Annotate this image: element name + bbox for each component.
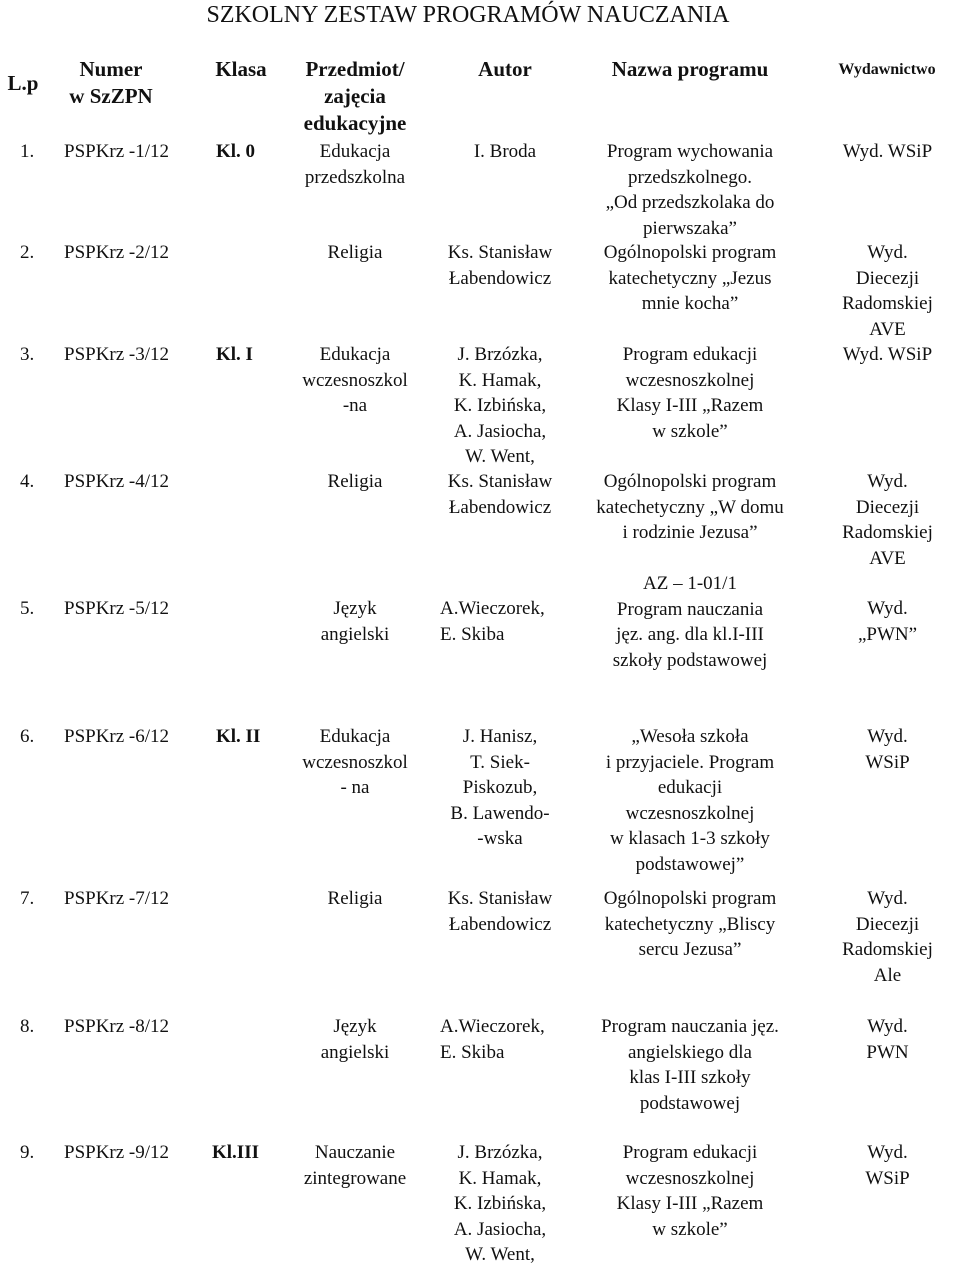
cell-nazwa: „Wesoła szkoła i przyjaciele. Program edukacji wczesnoszkolnej w klasach 1-3 szkoły podstawowej” [605, 726, 775, 875]
cell-lp: 8. [20, 1016, 35, 1037]
cell-wydawnictwo: Wyd. Diecezji Radomskiej AVE [842, 471, 933, 569]
cell-autor: J. Hanisz, T. Siek- Piskozub, B. Lawendo- -wska [450, 726, 550, 849]
cell-wydawnictwo: Wyd. Diecezji Radomskiej Ale [842, 888, 933, 986]
cell-przedmiot: Język angielski [320, 1016, 390, 1063]
cell-numer: PSPKrz -9/12 [64, 1142, 170, 1163]
cell-numer: PSPKrz -4/12 [64, 471, 170, 492]
cell-numer: PSPKrz -1/12 [64, 141, 170, 162]
header-numer: Numer w SzZPN [69, 57, 153, 108]
cell-wydawnictwo: Wyd. WSiP [842, 141, 933, 162]
cell-autor: Ks. Stanisław Łabendowicz [447, 471, 553, 518]
cell-lp: 7. [20, 888, 35, 909]
cell-lp: 6. [20, 726, 35, 747]
cell-wydawnictwo: Wyd. WSiP [865, 726, 910, 773]
cell-przedmiot: Edukacja wczesnoszkol -na [302, 344, 408, 416]
cell-numer: PSPKrz -3/12 [64, 344, 170, 365]
cell-nazwa: Ogólnopolski program katechetyczny „Jezus mnie kocha” [603, 242, 777, 314]
cell-nazwa: Program edukacji wczesnoszkolnej Klasy I-III „Razem w szkole” [616, 344, 764, 442]
header-autor: Autor [478, 57, 532, 81]
cell-autor: I. Broda [473, 141, 537, 162]
cell-numer: PSPKrz -8/12 [64, 1016, 170, 1037]
cell-lp: 1. [20, 141, 35, 162]
cell-wydawnictwo: Wyd. „PWN” [857, 598, 918, 645]
cell-przedmiot: Język angielski [320, 598, 390, 645]
header-lp: L.p [7, 71, 39, 95]
cell-klasa: Kl. 0 [216, 141, 256, 162]
cell-przedmiot: Edukacja przedszkolna [304, 141, 406, 188]
cell-nazwa: Ogólnopolski program katechetyczny „Bliscy sercu Jezusa” [603, 888, 777, 960]
cell-autor: Ks. Stanisław Łabendowicz [447, 888, 553, 935]
header-przedmiot: Przedmiot/ zajęcia edukacyjne [303, 57, 407, 135]
cell-przedmiot: Religia [327, 471, 383, 492]
cell-klasa: Kl. II [216, 726, 261, 747]
cell-autor: J. Brzózka, K. Hamak, K. Izbińska, A. Jasiocha, W. Went, [453, 1142, 547, 1265]
page-title: SZKOLNY ZESTAW PROGRAMÓW NAUCZANIA [206, 2, 730, 28]
cell-numer: PSPKrz -6/12 [64, 726, 170, 747]
cell-numer: PSPKrz -5/12 [64, 598, 170, 619]
cell-nazwa: Program wychowania przedszkolnego. „Od przedszkolaka do pierwszaka” [605, 141, 775, 239]
cell-klasa: Kl.III [212, 1142, 259, 1163]
cell-numer: PSPKrz -2/12 [64, 242, 170, 263]
cell-lp: 2. [20, 242, 35, 263]
cell-wydawnictwo: Wyd. Diecezji Radomskiej AVE [842, 242, 933, 340]
cell-wydawnictwo: Wyd. PWN [866, 1016, 909, 1063]
cell-lp: 4. [20, 471, 35, 492]
cell-autor: A.Wieczorek, E. Skiba [440, 1016, 545, 1063]
cell-przedmiot: Edukacja wczesnoszkol - na [302, 726, 408, 798]
cell-autor: A.Wieczorek, E. Skiba [440, 598, 545, 645]
cell-wydawnictwo: Wyd. WSiP [842, 344, 933, 365]
header-wydawnictwo: Wydawnictwo [838, 61, 936, 78]
cell-przedmiot: Religia [327, 888, 383, 909]
cell-nazwa: Program nauczania jęz. angielskiego dla klas I-III szkoły podstawowej [601, 1016, 779, 1114]
cell-przedmiot: Nauczanie zintegrowane [303, 1142, 407, 1189]
cell-nazwa: Program edukacji wczesnoszkolnej Klasy I-III „Razem w szkole” [616, 1142, 764, 1240]
header-klasa: Klasa [215, 57, 267, 81]
cell-nazwa: AZ – 1-01/1 Program nauczania jęz. ang. dla kl.I-III szkoły podstawowej [612, 573, 768, 671]
cell-przedmiot: Religia [327, 242, 383, 263]
cell-lp: 9. [20, 1142, 35, 1163]
header-nazwa: Nazwa programu [611, 57, 769, 81]
cell-lp: 3. [20, 344, 35, 365]
cell-wydawnictwo: Wyd. WSiP [865, 1142, 910, 1189]
cell-autor: Ks. Stanisław Łabendowicz [447, 242, 553, 289]
cell-klasa: Kl. I [216, 344, 253, 365]
cell-autor: J. Brzózka, K. Hamak, K. Izbińska, A. Jasiocha, W. Went, [453, 344, 547, 467]
cell-lp: 5. [20, 598, 35, 619]
cell-numer: PSPKrz -7/12 [64, 888, 170, 909]
cell-nazwa: Ogólnopolski program katechetyczny „W domu i rodzinie Jezusa” [596, 471, 784, 543]
